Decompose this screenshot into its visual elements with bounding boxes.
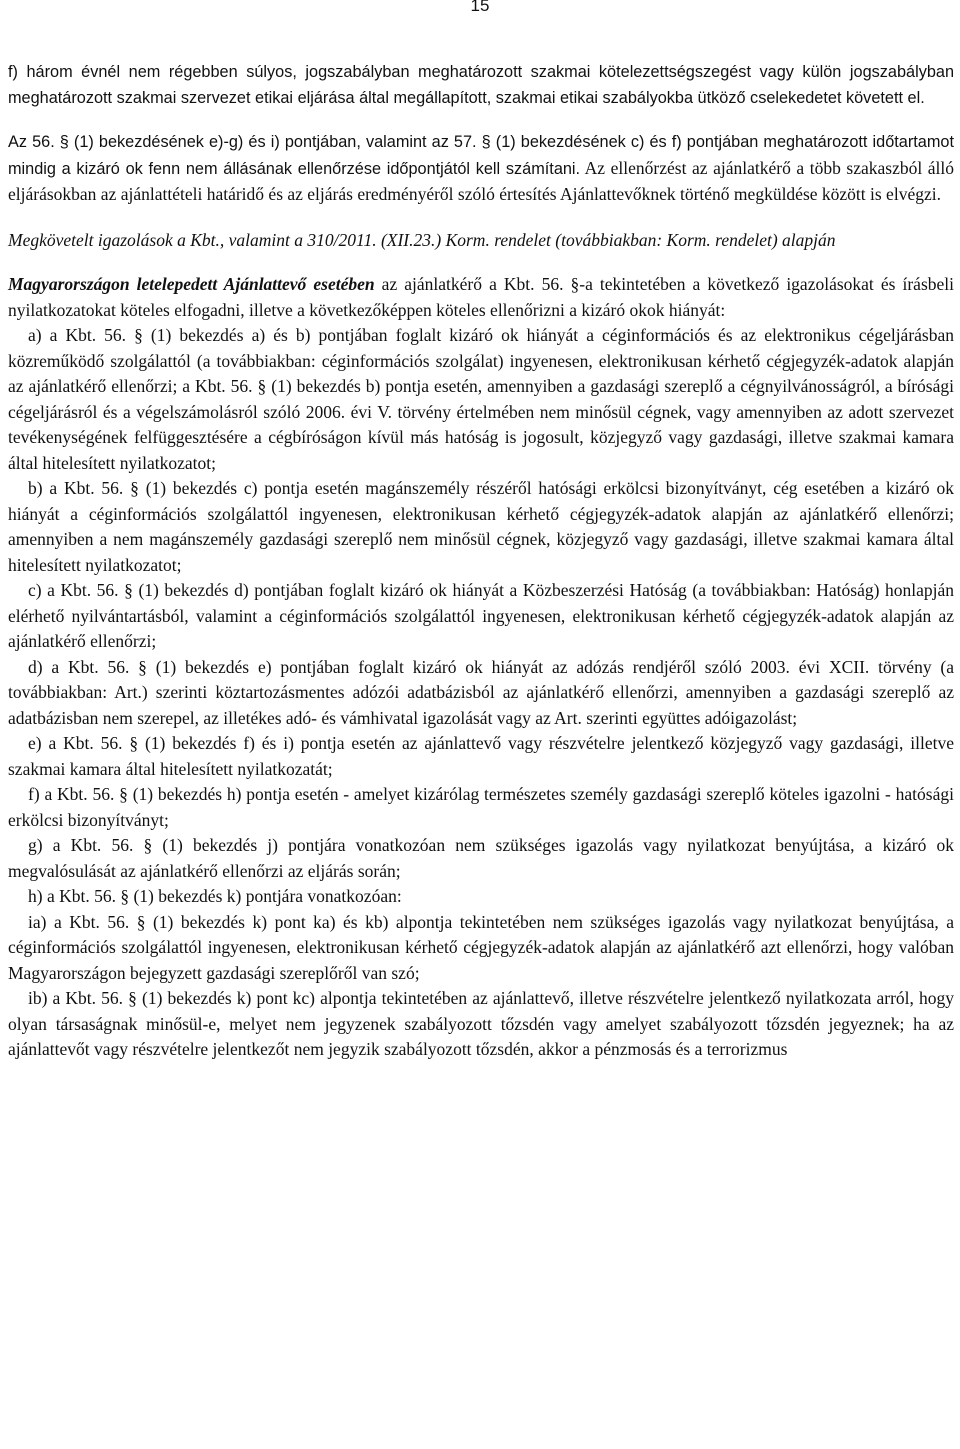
list-item-ib: ib) a Kbt. 56. § (1) bekezdés k) pont kc) alpontja tekintetében az ajánlattevő, illetve részvételre jelentkező nyilatkozata arról, hogy olyan társaságnak minősül-e, melyet nem jegyzenek szabályozott tőzsdén vagy amelyet szabályozott tőzsdén jegyeznek; ha az ajánlattevőt vagy részvételre jelentkezőt nem jegyzik szabályozott tőzsdén, akkor a pénzmosás és a terrorizmus — [8, 988, 954, 1059]
verification-text: Az ellenőrzést az ajánlatkérő a több szakaszból álló eljárásokban az ajánlattételi határidő és az eljárás eredményéről szóló értesítés Ajánlattevőknek történő megküldése között is elvégzi. — [8, 157, 954, 204]
document-body — [8, 60, 954, 1063]
page-number: 15 — [470, 0, 490, 15]
hungarian-bidder-text: az ajánlatkérő a Kbt. 56. §-a tekintetében a következő igazolásokat és írásbeli nyilatkozatokat köteles elfogadni, illetve a következőképpen köteles ellenőrizni a kizáró okok hiányát: — [8, 274, 954, 320]
paragraph-hungarian-bidder — [8, 272, 954, 323]
hungarian-bidder-heading: Magyarországon letelepedett Ajánlattevő esetében — [8, 274, 375, 294]
list-item-e: e) a Kbt. 56. § (1) bekezdés f) és i) pontja esetén az ajánlattevő vagy részvételre jelentkező közjegyző vagy gazdasági, illetve szakmai kamara által hitelesített nyilatkozatát; — [8, 733, 954, 779]
list-item-f: f) a Kbt. 56. § (1) bekezdés h) pontja esetén - amelyet kizárólag természetes személy gazdasági szereplő köteles igazolni - hatósági erkölcsi bizonyítványt; — [8, 784, 954, 830]
required-certificates-heading: Megkövetelt igazolások a Kbt., valamint a 310/2011. (XII.23.) Korm. rendelet (továbbiakban: Korm. rendelet) alapján — [8, 229, 836, 250]
list-item-d: d) a Kbt. 56. § (1) bekezdés e) pontjában foglalt kizáró ok hiányát az adózás rendjéről szóló 2003. évi XCII. törvény (a továbbiakban: Art.) szerinti köztartozásmentes adózói adatbázisból az ajánlatkérő ellenőrzi, amennyiben a gazdasági szereplő az adatbázisban nem szerepel, az illetékes adó- és vámhivatal igazolását vagy az Art. szerinti együttes adóigazolást; — [8, 656, 954, 728]
time-period-text: Az 56. § (1) bekezdésének e)-g) és i) pontjában, valamint az 57. § (1) bekezdésének c) és f) pontjában meghatározott időtartamot mindig a kizáró ok fenn nem állásának ellenőrzése időpontjától kell számítani. — [8, 133, 954, 178]
list-item-ia: ia) a Kbt. 56. § (1) bekezdés k) pont ka) és kb) alpontja tekintetében nem szükséges igazolás vagy nyilatkozat benyújtása, a céginformációs szolgálattól ingyenesen, elektronikusan kérhető cégjegyzék-adatok alapján az ajánlatkérő azt ellenőrzi, hogy valóban Magyarországon bejegyzett gazdasági szereplőről van szó; — [8, 911, 954, 983]
paragraph-f-ethics: f) három évnél nem régebben súlyos, jogszabályban meghatározott szakmai kötelezettségszegést vagy külön jogszabályban meghatározott szakmai szervezet etikai eljárása által megállapított, szakmai etikai szabályokba ütköző cselekedetet követett el. — [8, 63, 954, 107]
list-item-g: g) a Kbt. 56. § (1) bekezdés j) pontjára vonatkozóan nem szükséges igazolás vagy nyilatkozat benyújtása, a kizáró ok megvalósulását az ajánlatkérő ellenőrzi az eljárás során; — [8, 835, 954, 881]
list-item-b: b) a Kbt. 56. § (1) bekezdés c) pontja esetén magánszemély részéről hatósági erkölcsi bizonyítványt, cég esetében a kizáró ok hiányát a céginformációs szolgálattól ingyenesen, elektronikusan kérhető cégjegyzék-adatok alapján az ajánlatkérő ellenőrzi; amennyiben a nem magánszemély gazdasági szereplő nem minősül cégnek, közjegyző vagy gazdasági, illetve szakmai kamara által hitelesített nyilatkozatot; — [8, 478, 954, 575]
list-item-a: a) a Kbt. 56. § (1) bekezdés a) és b) pontjában foglalt kizáró ok hiányát a céginformációs és az elektronikus cégeljárásban közreműködő szolgálattól (a továbbiakban: céginformációs szolgálat) ingyenesen, elektronikusan kérhető cégjegyzék-adatok alapján az ajánlatkérő ellenőrzi; a Kbt. 56. § (1) bekezdés b) pontja esetén, amennyiben a gazdasági szereplő a cégnyilvánosságról, a bírósági cégeljárásról és a végelszámolásról szóló 2006. évi V. törvény értelmében nem minősül cégnek, vagy amennyiben az adott szervezet tevékenységének felfüggesztésére a cégbíróságon kívül más hatóság is jogosult, közjegyző vagy gazdasági, illetve szakmai kamara által hitelesített nyilatkozatot; — [8, 325, 954, 473]
list-item-h: h) a Kbt. 56. § (1) bekezdés k) pontjára vonatkozóan: — [28, 886, 402, 906]
list-item-c: c) a Kbt. 56. § (1) bekezdés d) pontjában foglalt kizáró ok hiányát a Közbeszerzési Hatóság (a továbbiakban: Hatóság) honlapján elérhető nyilvántartásból, valamint a céginformációs szolgálattól ingyenesen, elektronikusan kérhető cégjegyzék-adatok alapján az ajánlatkérő ellenőrzi; — [8, 580, 954, 651]
paragraph-time-period — [8, 130, 954, 209]
